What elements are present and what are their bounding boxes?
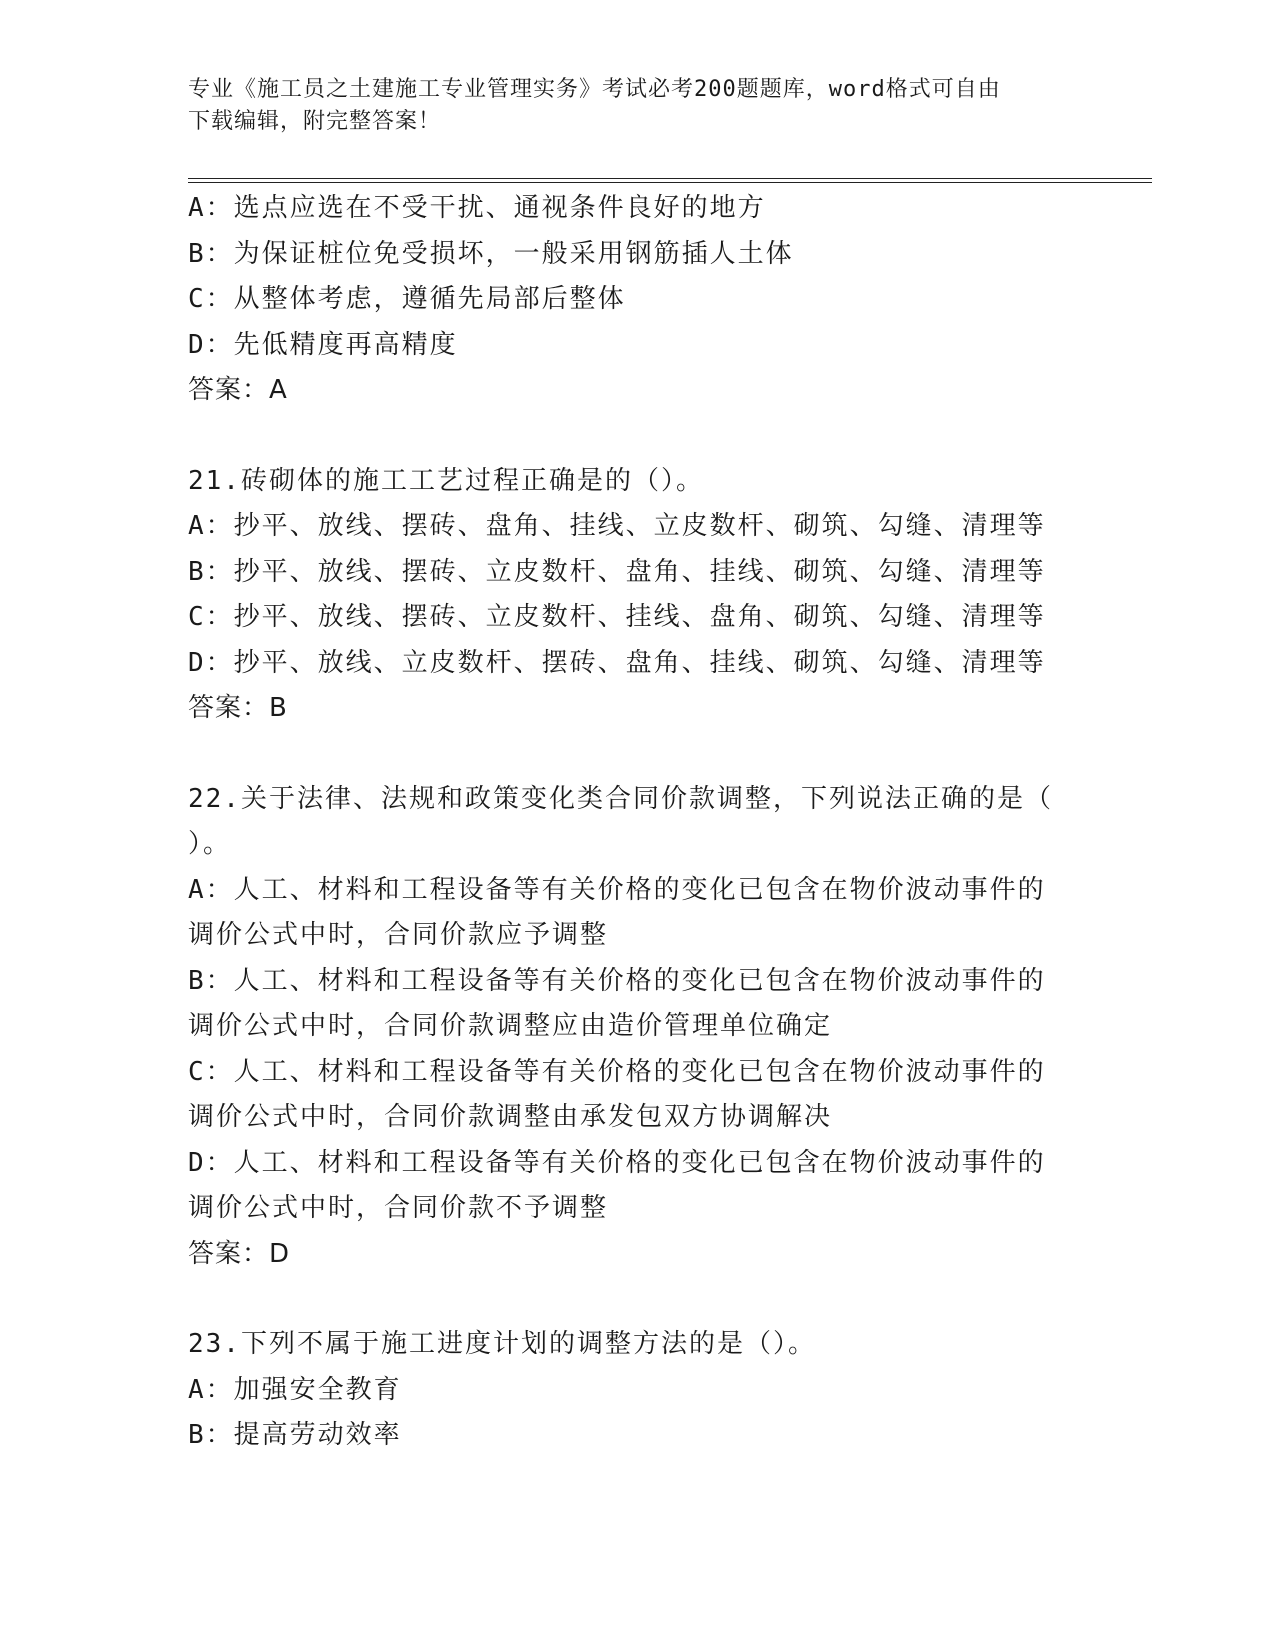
option-c: C：从整体考虑，遵循先局部后整体 <box>188 284 626 314</box>
option-b: B：抄平、放线、摆砖、立皮数杆、盘角、挂线、砌筑、勾缝、清理等 <box>188 556 1046 587</box>
option-b-line-1: B：人工、材料和工程设备等有关价格的变化已包含在物价波动事件的 <box>188 965 1046 996</box>
option-c-line-1: C：人工、材料和工程设备等有关价格的变化已包含在物价波动事件的 <box>188 1056 1046 1087</box>
option-c-line-2: 调价公式中时，合同价款调整由承发包双方协调解决 <box>188 1102 833 1132</box>
document-body <box>188 186 1088 1459</box>
question-text-line-1: 22.关于法律、法规和政策变化类合同价款调整，下列说法正确的是（ <box>188 783 1053 814</box>
answer-line: 答案：A <box>188 375 288 405</box>
document-header <box>188 74 1088 138</box>
question-text: 21.砖砌体的施工工艺过程正确是的（）。 <box>188 465 704 496</box>
answer-line: 答案：D <box>188 1238 291 1269</box>
option-d-line-2: 调价公式中时，合同价款不予调整 <box>188 1193 609 1223</box>
header-rule-top <box>188 178 1152 179</box>
header-line-2: 下载编辑，附完整答案！ <box>188 109 442 134</box>
option-b-line-2: 调价公式中时，合同价款调整应由造价管理单位确定 <box>188 1011 833 1041</box>
answer-line: 答案：B <box>188 693 288 723</box>
header-line-1: 专业《施工员之土建施工专业管理实务》考试必考200题题库，word格式可自由 <box>188 77 1001 102</box>
option-b: B：为保证桩位免受损坏，一般采用钢筋插人土体 <box>188 238 794 269</box>
option-a: A：加强安全教育 <box>188 1374 402 1405</box>
option-d: D：抄平、放线、立皮数杆、摆砖、盘角、挂线、砌筑、勾缝、清理等 <box>188 647 1046 678</box>
spacer <box>188 732 1088 777</box>
spacer <box>188 414 1088 459</box>
option-a-line-1: A：人工、材料和工程设备等有关价格的变化已包含在物价波动事件的 <box>188 874 1046 905</box>
header-rule-bottom <box>188 182 1152 183</box>
option-d: D：先低精度再高精度 <box>188 329 458 360</box>
question-text-line-2: ）。 <box>188 829 232 859</box>
question-20-block <box>188 186 1088 414</box>
option-a: A：选点应选在不受干扰、通视条件良好的地方 <box>188 193 766 223</box>
question-23-block <box>188 1322 1088 1459</box>
question-text: 23.下列不属于施工进度计划的调整方法的是（）。 <box>188 1329 816 1359</box>
option-b: B：提高劳动效率 <box>188 1420 402 1450</box>
option-a-line-2: 调价公式中时，合同价款应予调整 <box>188 920 609 950</box>
option-c: C：抄平、放线、摆砖、立皮数杆、挂线、盘角、砌筑、勾缝、清理等 <box>188 602 1046 632</box>
question-22-block <box>188 777 1088 1278</box>
spacer <box>188 1277 1088 1322</box>
option-d-line-1: D：人工、材料和工程设备等有关价格的变化已包含在物价波动事件的 <box>188 1147 1046 1178</box>
question-21-block <box>188 459 1088 732</box>
option-a: A：抄平、放线、摆砖、盘角、挂线、立皮数杆、砌筑、勾缝、清理等 <box>188 511 1046 541</box>
